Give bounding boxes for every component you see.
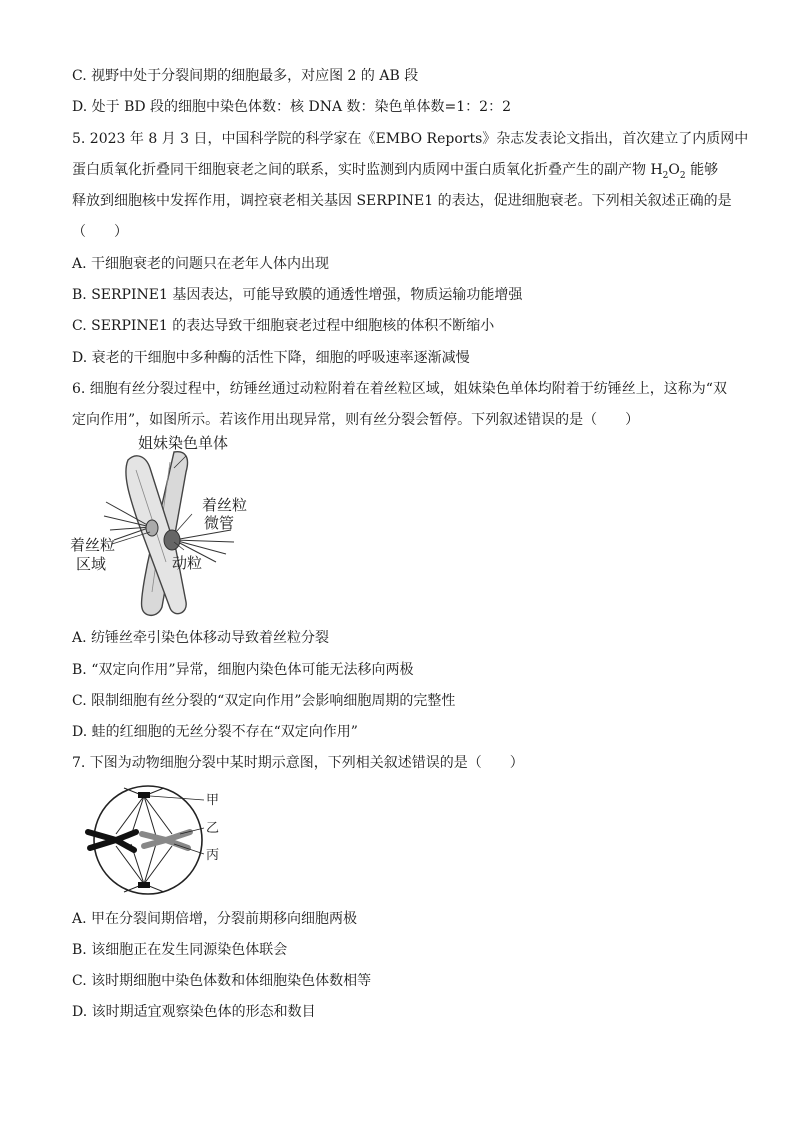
label-yi: 乙 bbox=[206, 821, 220, 836]
q5-stem-line-2a: 蛋白质氧化折叠同干细胞衰老之间的联系，实时监测到内质网中蛋白质氧化折叠产生的副产物 H bbox=[72, 162, 663, 178]
q4-option-c: C. 视野中处于分裂间期的细胞最多，对应图 2 的 AB 段 bbox=[72, 68, 419, 84]
label-centromere-region-2: 区域 bbox=[76, 555, 107, 573]
chromosome-diagram bbox=[66, 432, 276, 622]
q6-option-c: C. 限制细胞有丝分裂的“双定向作用”会影响细胞周期的完整性 bbox=[72, 693, 456, 709]
q7-option-d: D. 该时期适宜观察染色体的形态和数目 bbox=[72, 1004, 316, 1020]
q7-option-c: C. 该时期细胞中染色体数和体细胞染色体数相等 bbox=[72, 973, 372, 989]
label-sister-chromatids: 姐妹染色单体 bbox=[138, 434, 229, 452]
q5-option-a: A. 干细胞衰老的问题只在老年人体内出现 bbox=[72, 256, 330, 272]
label-bing: 丙 bbox=[206, 848, 220, 863]
q4-option-d: D. 处于 BD 段的细胞中染色体数：核 DNA 数：染色单体数=1：2：2 bbox=[72, 99, 511, 115]
q5-stem-line-2 bbox=[72, 160, 718, 186]
centrosome-top bbox=[138, 792, 150, 798]
q5-stem-line-2c: 能够 bbox=[685, 162, 719, 178]
centrosome-bottom bbox=[138, 882, 150, 888]
q5-option-c: C. SERPINE1 的表达导致干细胞衰老过程中细胞核的体积不断缩小 bbox=[72, 318, 495, 334]
q5-option-b: B. SERPINE1 基因表达，可能导致膜的通透性增强，物质运输功能增强 bbox=[72, 287, 523, 303]
q6-option-d: D. 蛙的红细胞的无丝分裂不存在“双定向作用” bbox=[72, 724, 358, 740]
q7-option-a: A. 甲在分裂间期倍增，分裂前期移向细胞两极 bbox=[72, 911, 358, 927]
label-jia: 甲 bbox=[206, 793, 220, 808]
q6-option-a: A. 纺锤丝牵引染色体移动导致着丝粒分裂 bbox=[72, 630, 330, 646]
q5-subscript-2: 2 bbox=[662, 170, 669, 181]
label-centromere-region-1: 着丝粒 bbox=[70, 536, 116, 554]
q5-stem-line-4: （ ） bbox=[72, 224, 128, 240]
q5-stem-line-2b: O bbox=[668, 162, 680, 178]
label-centromere-microtubule-2: 微管 bbox=[204, 514, 235, 532]
label-centromere-microtubule-1: 着丝粒 bbox=[202, 496, 248, 514]
cell-division-diagram bbox=[76, 782, 236, 902]
label-kinetochore: 动粒 bbox=[172, 554, 203, 572]
q6-stem-line-1: 6. 细胞有丝分裂过程中，纺锤丝通过动粒附着在着丝粒区域，姐妹染色单体均附着于纺锤丝上，这称为“双 bbox=[72, 381, 727, 397]
kinetochore-left bbox=[146, 520, 158, 536]
q6-option-b: B. “双定向作用”异常，细胞内染色体可能无法移向两极 bbox=[72, 662, 414, 678]
q5-stem-line-1: 5. 2023 年 8 月 3 日，中国科学院的科学家在《EMBO Reports》杂志发表论文指出，首次建立了内质网中 bbox=[72, 131, 749, 147]
q6-stem-line-2: 定向作用”，如图所示。若该作用出现异常，则有丝分裂会暂停。下列叙述错误的是（ ） bbox=[72, 412, 640, 428]
q5-subscript-2b: 2 bbox=[679, 170, 686, 181]
q7-stem-line-1: 7. 下图为动物细胞分裂中某时期示意图，下列相关叙述错误的是（ ） bbox=[72, 755, 524, 771]
q5-stem-line-3: 释放到细胞核中发挥作用，调控衰老相关基因 SERPINE1 的表达，促进细胞衰老。下列相关叙述正确的是 bbox=[72, 193, 732, 209]
q5-option-d: D. 衰老的干细胞中多种酶的活性下降，细胞的呼吸速率逐渐减慢 bbox=[72, 350, 470, 366]
q7-option-b: B. 该细胞正在发生同源染色体联会 bbox=[72, 942, 288, 958]
kinetochore-right bbox=[164, 530, 180, 550]
